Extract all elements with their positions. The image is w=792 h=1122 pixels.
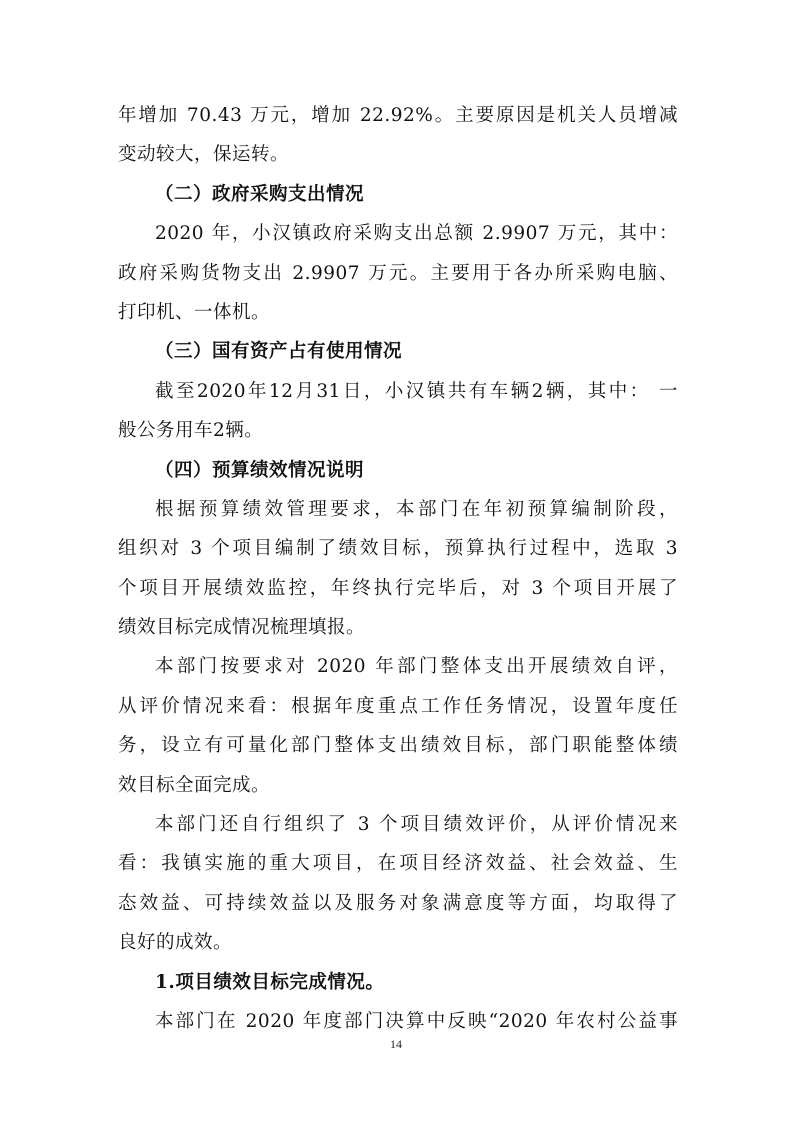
text-line: 良好的成效。 [118,932,233,954]
section-heading: （二）政府采购支出情况 [155,183,365,205]
text-line: 绩效目标完成情况梳理填报。 [118,617,366,639]
text-line: 态效益、可持续效益以及服务对象满意度等方面，均取得了 [118,892,678,914]
paragraph-first-line: 本部门按要求对 2020 年部门整体支出开展绩效自评， [155,656,678,678]
text-line: 政府采购货物支出 2.9907 万元。主要用于各办所采购电脑、 [118,262,678,284]
text-line: 组织对 3 个项目编制了绩效目标，预算执行过程中，选取 3 [118,538,678,560]
paragraph-first-line: 2020 年，小汉镇政府采购支出总额 2.9907 万元，其中： [155,223,678,245]
paragraph-first-line: 截至2020年12月31日，小汉镇共有车辆2辆，其中： 一 [155,380,678,402]
document-body [118,96,678,1041]
paragraph-first-line: 根据预算绩效管理要求，本部门在年初预算编制阶段， [155,498,678,520]
text-line: 务，设立有可量化部门整体支出绩效目标，部门职能整体绩 [118,735,678,757]
section-heading: （四）预算绩效情况说明 [155,459,365,481]
page-number: 14 [390,1037,402,1051]
text-line: 从评价情况来看：根据年度重点工作任务情况，设置年度任 [118,695,678,717]
section-heading: （三）国有资产占有使用情况 [155,341,403,363]
text-line: 变动较大，保运转。 [118,144,290,166]
text-line: 效目标全面完成。 [118,774,271,796]
paragraph-first-line: 本部门在 2020 年度部门决算中反映“2020 年农村公益事 [155,1010,678,1032]
paragraph-first-line: 本部门还自行组织了 3 个项目绩效评价，从评价情况来 [155,814,678,836]
text-line: 般公务用车2辆。 [118,420,264,442]
subsection-heading: 1.项目绩效目标完成情况。 [155,971,385,993]
text-line: 打印机、一体机。 [118,301,271,323]
text-line: 年增加 70.43 万元，增加 22.92%。主要原因是机关人员增减 [118,105,678,126]
text-line: 看：我镇实施的重大项目，在项目经济效益、社会效益、生 [118,853,678,875]
text-line: 个项目开展绩效监控，年终执行完毕后，对 3 个项目开展了 [118,577,678,599]
